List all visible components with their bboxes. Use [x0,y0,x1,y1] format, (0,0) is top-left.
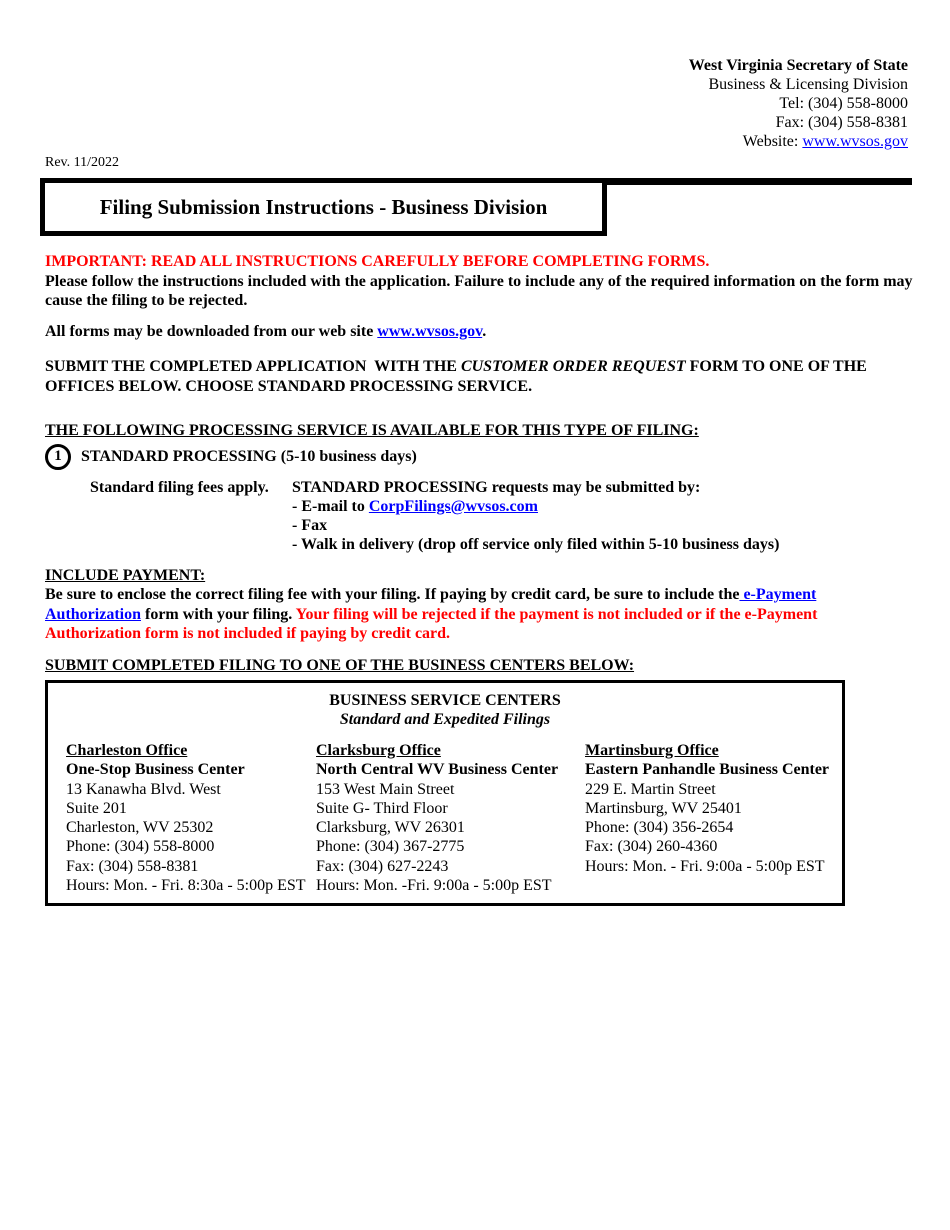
office-line: Hours: Mon. -Fri. 9:00a - 5:00p EST [316,877,552,895]
org-name: West Virginia Secretary of State [688,57,908,74]
download-suffix: . [482,322,487,340]
office-name: Martinsburg Office [585,742,719,759]
payment-rejection-warning: Your filing will be rejected if the payment is not included or if the e-Payment Authorization form is not included if paying by credit card. [45,605,818,642]
processing-option-1 [45,444,913,470]
office-line: 153 West Main Street [316,780,455,798]
important-notice: IMPORTANT: READ ALL INSTRUCTIONS CAREFULLY BEFORE COMPLETING FORMS. [45,253,710,270]
revision-date: Rev. 11/2022 [45,155,120,170]
forms-website-link[interactable]: www.wvsos.gov [377,322,483,340]
customer-order-request-label: CUSTOMER ORDER REQUEST [460,358,686,375]
submit-suffix: FORM TO ONE OF THE OFFICES BELOW. CHOOSE STANDARD PROCESSING SERVICE. [45,358,871,395]
martinsburg-office-column [585,741,842,895]
office-line: Fax: (304) 558-8381 [66,857,199,875]
submission-methods [292,478,913,554]
business-centers-heading: SUBMIT COMPLETED FILING TO ONE OF THE BUSINESS CENTERS BELOW: [45,656,635,674]
method-walkin: - Walk in delivery (drop off service only filed within 5-10 business days) [292,535,780,553]
office-center-name: One-Stop Business Center [66,761,245,779]
office-center-name: North Central WV Business Center [316,761,559,779]
submit-application-paragraph [45,357,913,396]
epayment-authorization-link[interactable]: e-Payment Authorization [45,586,817,623]
office-line: Clarksburg, WV 26301 [316,819,465,837]
follow-instructions-paragraph: Please follow the instructions included with the application. Failure to include any of the required information on the form may cause the filing to be rejected. [45,272,913,309]
office-name: Charleston Office [66,742,188,759]
office-columns [48,729,842,903]
corpfilings-email-link[interactable]: CorpFilings@wvsos.com [368,497,538,515]
office-line: Phone: (304) 367-2775 [316,838,465,856]
methods-heading: STANDARD PROCESSING requests may be submitted by: [292,478,701,496]
centers-box-subtitle: Standard and Expedited Filings [339,711,551,728]
fees-note: Standard filing fees apply. [90,478,269,496]
website-label: Website: [742,133,803,150]
page-title: Filing Submission Instructions - Business Division [40,178,607,236]
office-center-name: Eastern Panhandle Business Center [585,761,830,779]
office-line: Fax: (304) 627-2243 [316,857,449,875]
office-details [66,780,316,896]
charleston-office-column [66,741,316,895]
download-prefix: All forms may be downloaded from our web site [45,322,378,340]
processing-heading: THE FOLLOWING PROCESSING SERVICE IS AVAILABLE FOR THIS TYPE OF FILING: [45,422,699,439]
division-name: Business & Licensing Division [708,76,908,93]
office-line: Martinsburg, WV 25401 [585,799,742,817]
submit-prefix: SUBMIT THE COMPLETED APPLICATION WITH THE [45,358,461,375]
office-details [585,780,842,876]
office-line: Phone: (304) 356-2654 [585,819,734,837]
fax-line: Fax: (304) 558-8381 [775,114,908,131]
method-fax: - Fax [292,516,328,534]
include-payment-heading: INCLUDE PAYMENT: [45,566,206,584]
processing-details [45,478,913,554]
number-1-circle-icon: 1 [45,444,71,470]
business-service-centers-box [45,680,845,906]
website-link[interactable]: www.wvsos.gov [802,133,908,150]
office-line: Phone: (304) 558-8000 [66,838,215,856]
office-line: Charleston, WV 25302 [66,819,214,837]
payment-text-1: Be sure to enclose the correct filing fee with your filing. If paying by credit card, be sure to include the [45,586,740,603]
office-line: Suite G- Third Floor [316,799,448,817]
tel-line: Tel: (304) 558-8000 [779,95,908,112]
download-forms-line [45,322,913,342]
office-details [316,780,585,896]
processing-option-title: STANDARD PROCESSING (5-10 business days) [81,447,417,465]
letterhead [689,56,908,151]
office-line: Fax: (304) 260-4360 [585,838,718,856]
method-email-prefix: - E-mail to [292,497,369,515]
clarksburg-office-column [316,741,585,895]
office-line: 13 Kanawha Blvd. West [66,780,221,798]
title-band [0,178,950,240]
method-email [292,497,913,516]
centers-box-title: BUSINESS SERVICE CENTERS [329,692,561,709]
office-line: Hours: Mon. - Fri. 8:30a - 5:00p EST [66,877,306,895]
office-line: Suite 201 [66,799,127,817]
document-body [45,252,913,906]
website-line [689,132,908,151]
office-line: 229 E. Martin Street [585,780,716,798]
payment-paragraph [45,585,913,644]
payment-text-2: form with your filing. [141,605,296,623]
office-name: Clarksburg Office [316,742,441,759]
office-line: Hours: Mon. - Fri. 9:00a - 5:00p EST [585,857,825,875]
